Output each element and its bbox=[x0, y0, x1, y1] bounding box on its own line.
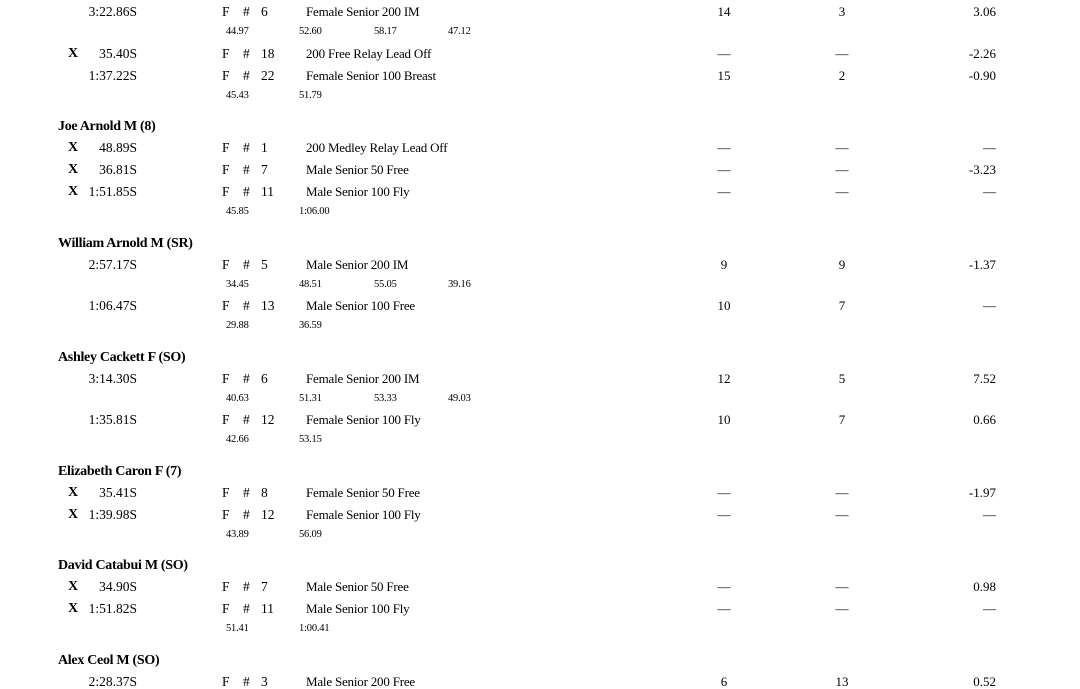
exhibition-mark: X bbox=[68, 484, 79, 500]
exhibition-mark: X bbox=[68, 506, 79, 522]
event-name: Female Senior 100 Fly bbox=[306, 506, 421, 522]
final-flag: F bbox=[222, 412, 230, 427]
swimmer-name: William Arnold M (SR) bbox=[58, 235, 193, 251]
time-change-value: -0.90 bbox=[968, 67, 996, 83]
points-value: — bbox=[835, 162, 849, 177]
final-flag: F bbox=[222, 506, 230, 522]
exhibition-mark: X bbox=[68, 184, 79, 199]
event-name: Male Senior 50 Free bbox=[306, 579, 409, 594]
event-hash: # bbox=[243, 4, 250, 19]
entry-time: 2:57.17S bbox=[88, 256, 137, 272]
event-number: 12 bbox=[261, 506, 275, 522]
event-name: Female Senior 200 IM bbox=[306, 370, 420, 386]
time-change-value: — bbox=[983, 298, 996, 313]
place-value: — bbox=[717, 140, 731, 155]
split-time: 51.41 bbox=[226, 623, 249, 634]
split-time: 43.89 bbox=[226, 528, 249, 540]
final-flag: F bbox=[222, 484, 230, 500]
points-value: 13 bbox=[835, 673, 849, 689]
final-flag: F bbox=[222, 67, 230, 83]
split-time: 53.15 bbox=[299, 434, 322, 445]
place-value: 10 bbox=[717, 298, 731, 313]
final-flag: F bbox=[222, 370, 230, 386]
split-time: 44.97 bbox=[226, 26, 249, 37]
time-change-value: 7.52 bbox=[973, 370, 996, 386]
event-name: Male Senior 100 Fly bbox=[306, 184, 410, 199]
final-flag: F bbox=[222, 4, 230, 19]
split-time: 1:00.41 bbox=[299, 623, 330, 634]
points-value: 5 bbox=[838, 370, 846, 386]
event-number: 18 bbox=[261, 45, 275, 61]
final-flag: F bbox=[222, 162, 230, 177]
event-hash: # bbox=[243, 601, 250, 616]
event-hash: # bbox=[243, 370, 250, 386]
event-number: 1 bbox=[261, 140, 268, 155]
event-number: 6 bbox=[261, 370, 268, 386]
entry-time: 1:06.47S bbox=[88, 298, 137, 313]
place-value: 9 bbox=[720, 256, 728, 272]
event-name: Female Senior 100 Breast bbox=[306, 67, 436, 83]
place-value: 6 bbox=[720, 673, 728, 689]
event-hash: # bbox=[243, 184, 250, 199]
event-number: 5 bbox=[261, 256, 268, 272]
swimmer-name: David Catabui M (SO) bbox=[58, 558, 188, 573]
place-value: — bbox=[717, 184, 731, 199]
event-name: Male Senior 100 Free bbox=[306, 298, 416, 313]
event-number: 22 bbox=[261, 67, 275, 83]
entry-time: 3:14.30S bbox=[88, 370, 137, 386]
event-hash: # bbox=[243, 67, 250, 83]
event-hash: # bbox=[243, 140, 250, 155]
split-time: 45.85 bbox=[226, 206, 249, 217]
place-value: — bbox=[717, 579, 731, 594]
entry-time: 2:28.37S bbox=[88, 673, 137, 689]
time-change-value: -1.37 bbox=[968, 256, 996, 272]
split-time: 51.31 bbox=[299, 392, 322, 404]
final-flag: F bbox=[222, 256, 230, 272]
split-time: 48.51 bbox=[299, 278, 322, 290]
time-change-value: 3.06 bbox=[973, 4, 996, 19]
time-change-value: — bbox=[983, 601, 996, 616]
entry-time: 48.89S bbox=[99, 140, 137, 155]
event-number: 11 bbox=[261, 601, 274, 616]
place-value: — bbox=[717, 162, 731, 177]
event-hash: # bbox=[243, 673, 250, 689]
split-time: 29.88 bbox=[226, 320, 249, 331]
final-flag: F bbox=[222, 601, 230, 616]
points-value: — bbox=[835, 601, 849, 616]
entry-time: 34.90S bbox=[99, 579, 137, 594]
final-flag: F bbox=[222, 673, 230, 689]
split-time: 51.79 bbox=[299, 89, 322, 101]
time-change-value: — bbox=[983, 506, 996, 522]
event-name: Male Senior 200 Free bbox=[306, 673, 416, 689]
event-number: 6 bbox=[261, 4, 268, 19]
time-change-value: — bbox=[983, 184, 996, 199]
points-value: — bbox=[835, 484, 849, 500]
split-time: 52.60 bbox=[299, 26, 322, 37]
points-value: — bbox=[835, 579, 849, 594]
exhibition-mark: X bbox=[68, 601, 79, 616]
entry-time: 1:39.98S bbox=[88, 506, 137, 522]
event-hash: # bbox=[243, 256, 250, 272]
event-hash: # bbox=[243, 162, 250, 177]
event-number: 7 bbox=[261, 162, 268, 177]
place-value: 14 bbox=[717, 4, 731, 19]
points-value: 9 bbox=[838, 256, 846, 272]
time-change-value: 0.66 bbox=[973, 412, 996, 427]
split-time: 45.43 bbox=[226, 89, 249, 101]
final-flag: F bbox=[222, 140, 230, 155]
split-time: 49.03 bbox=[448, 392, 471, 404]
event-name: Male Senior 50 Free bbox=[306, 162, 409, 177]
final-flag: F bbox=[222, 579, 230, 594]
event-number: 8 bbox=[261, 484, 268, 500]
split-time: 40.63 bbox=[226, 392, 249, 404]
entry-time: 1:51.85S bbox=[88, 184, 137, 199]
time-change-value: -1.97 bbox=[968, 484, 996, 500]
split-time: 53.33 bbox=[374, 392, 397, 404]
event-name: Male Senior 100 Fly bbox=[306, 601, 410, 616]
time-change-value: 0.52 bbox=[973, 673, 996, 689]
place-value: 12 bbox=[717, 370, 731, 386]
swimmer-name: Elizabeth Caron F (7) bbox=[58, 463, 182, 479]
exhibition-mark: X bbox=[68, 140, 79, 155]
split-time: 34.45 bbox=[226, 278, 249, 290]
place-value: — bbox=[717, 484, 731, 500]
time-change-value: 0.98 bbox=[973, 579, 996, 594]
points-value: 7 bbox=[838, 412, 846, 427]
exhibition-mark: X bbox=[68, 45, 79, 61]
time-change-value: -2.26 bbox=[968, 45, 996, 61]
event-name: Female Senior 200 IM bbox=[306, 4, 420, 19]
time-change-value: — bbox=[983, 140, 996, 155]
split-time: 56.09 bbox=[299, 528, 322, 540]
place-value: — bbox=[717, 506, 731, 522]
points-value: — bbox=[835, 140, 849, 155]
event-name: 200 Medley Relay Lead Off bbox=[306, 140, 448, 155]
split-time: 39.16 bbox=[448, 278, 471, 290]
final-flag: F bbox=[222, 298, 230, 313]
event-hash: # bbox=[243, 506, 250, 522]
event-hash: # bbox=[243, 412, 250, 427]
event-hash: # bbox=[243, 298, 250, 313]
points-value: 7 bbox=[838, 298, 846, 313]
event-number: 7 bbox=[261, 579, 268, 594]
split-time: 58.17 bbox=[374, 26, 397, 37]
points-value: — bbox=[835, 184, 849, 199]
split-time: 42.66 bbox=[226, 434, 249, 445]
points-value: 2 bbox=[838, 67, 846, 83]
entry-time: 35.41S bbox=[99, 484, 137, 500]
points-value: — bbox=[835, 506, 849, 522]
split-time: 47.12 bbox=[448, 26, 471, 37]
entry-time: 3:22.86S bbox=[88, 4, 137, 19]
exhibition-mark: X bbox=[68, 162, 79, 177]
points-value: 3 bbox=[838, 4, 846, 19]
place-value: — bbox=[717, 601, 731, 616]
event-name: Female Senior 50 Free bbox=[306, 484, 420, 500]
swimmer-name: Alex Ceol M (SO) bbox=[58, 652, 160, 668]
entry-time: 1:37.22S bbox=[88, 67, 137, 83]
split-time: 36.59 bbox=[299, 320, 322, 331]
points-value: — bbox=[835, 45, 849, 61]
event-hash: # bbox=[243, 484, 250, 500]
place-value: 15 bbox=[717, 67, 731, 83]
place-value: — bbox=[717, 45, 731, 61]
split-time: 1:06.00 bbox=[299, 206, 330, 217]
entry-time: 1:35.81S bbox=[88, 412, 137, 427]
event-name: Male Senior 200 IM bbox=[306, 256, 409, 272]
place-value: 10 bbox=[717, 412, 731, 427]
final-flag: F bbox=[222, 184, 230, 199]
event-hash: # bbox=[243, 579, 250, 594]
time-change-value: -3.23 bbox=[968, 162, 996, 177]
exhibition-mark: X bbox=[68, 579, 79, 594]
split-time: 55.05 bbox=[374, 278, 397, 290]
final-flag: F bbox=[222, 45, 230, 61]
event-number: 3 bbox=[261, 673, 268, 689]
swimmer-name: Joe Arnold M (8) bbox=[58, 119, 156, 134]
event-name: 200 Free Relay Lead Off bbox=[306, 45, 432, 61]
event-hash: # bbox=[243, 45, 250, 61]
event-number: 11 bbox=[261, 184, 274, 199]
entry-time: 1:51.82S bbox=[88, 601, 137, 616]
swimmer-name: Ashley Cackett F (SO) bbox=[58, 349, 186, 365]
event-number: 13 bbox=[261, 298, 275, 313]
event-name: Female Senior 100 Fly bbox=[306, 412, 421, 427]
event-number: 12 bbox=[261, 412, 275, 427]
entry-time: 35.40S bbox=[99, 45, 137, 61]
entry-time: 36.81S bbox=[99, 162, 137, 177]
